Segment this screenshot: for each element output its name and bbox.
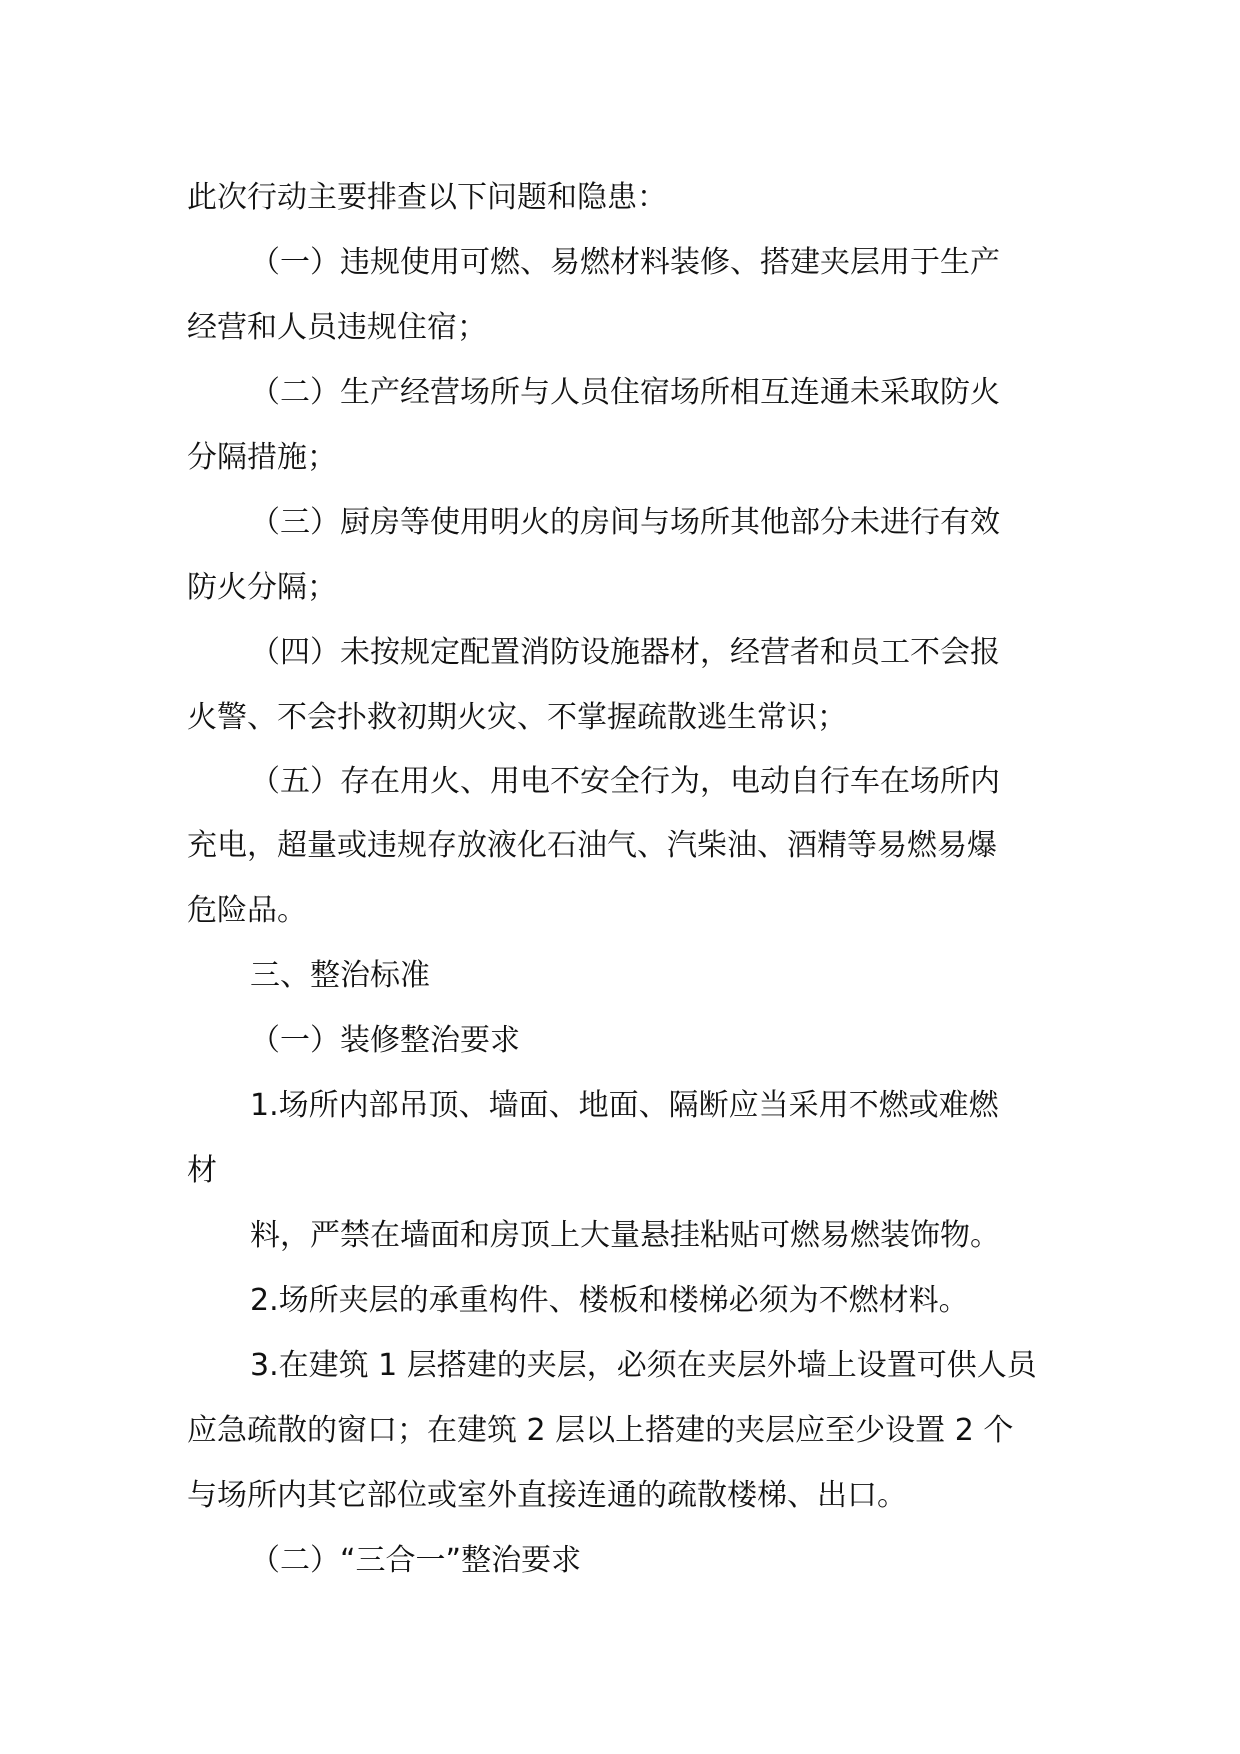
item-1-line-2: 经营和人员违规住宿； xyxy=(187,310,487,345)
item-2-line-2: 分隔措施； xyxy=(187,440,337,475)
rule-3-line-1: 3.在建筑 1 层搭建的夹层，必须在夹层外墙上设置可供人员 xyxy=(250,1348,1037,1383)
rule-2-line: 2.场所夹层的承重构件、楼板和楼梯必须为不燃材料。 xyxy=(250,1283,969,1318)
subsection-heading-1: （一）装修整治要求 xyxy=(250,1023,520,1058)
item-3-line-2: 防火分隔； xyxy=(187,570,337,605)
section-heading: 三、整治标准 xyxy=(250,958,430,993)
intro-line: 此次行动主要排查以下问题和隐患： xyxy=(187,180,667,215)
subsection-heading-2: （二）“三合一”整治要求 xyxy=(250,1543,582,1578)
rule-1-line-1: 1.场所内部吊顶、墙面、地面、隔断应当采用不燃或难燃 xyxy=(250,1088,999,1123)
item-3-line-1: （三）厨房等使用明火的房间与场所其他部分未进行有效 xyxy=(250,505,1000,540)
item-2-line-1: （二）生产经营场所与人员住宿场所相互连通未采取防火 xyxy=(250,375,1000,410)
item-4-line-1: （四）未按规定配置消防设施器材，经营者和员工不会报 xyxy=(250,635,1000,670)
rule-1-line-3: 料，严禁在墙面和房顶上大量悬挂粘贴可燃易燃装饰物。 xyxy=(250,1218,1000,1253)
item-4-line-2: 火警、不会扑救初期火灾、不掌握疏散逃生常识； xyxy=(187,700,847,735)
rule-3-line-3: 与场所内其它部位或室外直接连通的疏散楼梯、出口。 xyxy=(187,1478,907,1513)
item-5-line-2: 充电，超量或违规存放液化石油气、汽柴油、酒精等易燃易爆 xyxy=(187,828,997,863)
item-5-line-3: 危险品。 xyxy=(187,893,307,928)
rule-3-line-2: 应急疏散的窗口；在建筑 2 层以上搭建的夹层应至少设置 2 个 xyxy=(187,1413,1014,1448)
rule-1-line-2: 材 xyxy=(187,1153,217,1188)
item-1-line-1: （一）违规使用可燃、易燃材料装修、搭建夹层用于生产 xyxy=(250,245,1000,280)
item-5-line-1: （五）存在用火、用电不安全行为，电动自行车在场所内 xyxy=(250,764,1000,799)
